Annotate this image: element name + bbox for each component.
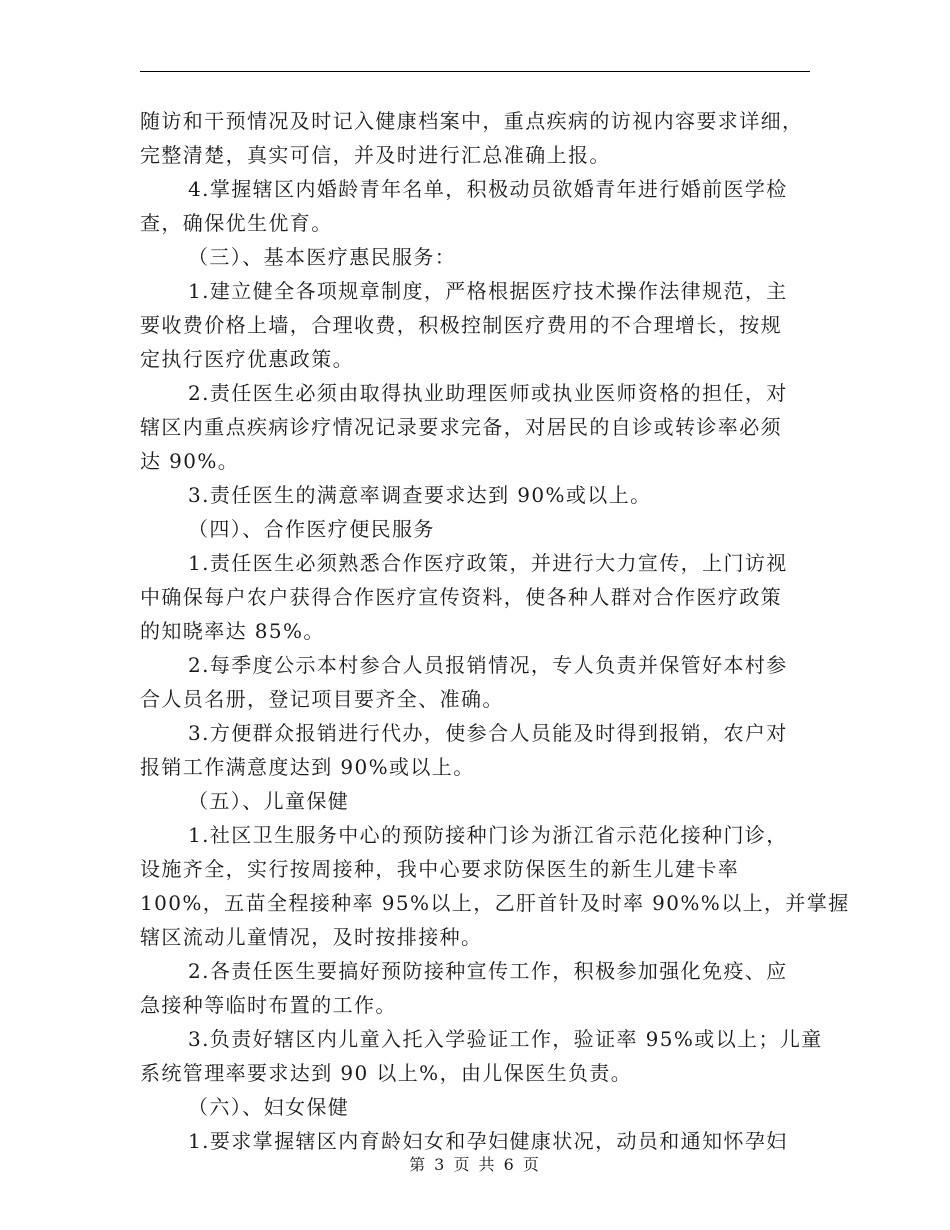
text-line: 2.各责任医生要搞好预防接种宣传工作，积极参加强化免疫、应 xyxy=(188,959,788,983)
text-line: （五）、儿童保健 xyxy=(188,789,350,813)
text-line: 合人员名册，登记项目要齐全、准确。 xyxy=(140,687,504,711)
text-line: 达 90%。 xyxy=(140,449,240,473)
text-line: 辖区内重点疾病诊疗情况记录要求完备，对居民的自诊或转诊率必须 xyxy=(140,415,782,439)
text-line: 查，确保优生优育。 xyxy=(140,211,333,235)
text-line: （六）、妇女保健 xyxy=(188,1095,350,1119)
text-line: 2.每季度公示本村参合人员报销情况，专人负责并保管好本村参 xyxy=(188,653,788,677)
text-line: 设施齐全，实行按周接种，我中心要求防保医生的新生儿建卡率 xyxy=(140,857,740,881)
text-line: 1.责任医生必须熟悉合作医疗政策，并进行大力宣传，上门访视 xyxy=(188,551,788,575)
text-line: 定执行医疗优惠政策。 xyxy=(140,347,354,371)
text-line: 3.方便群众报销进行代办，使参合人员能及时得到报销，农户对 xyxy=(188,721,788,745)
text-line: 系统管理率要求达到 90 以上%，由儿保医生负责。 xyxy=(140,1061,633,1085)
text-line: 随访和干预情况及时记入健康档案中，重点疾病的访视内容要求详细， xyxy=(140,109,804,133)
text-line: 3.负责好辖区内儿童入托入学验证工作，验证率 95%或以上；儿童 xyxy=(188,1027,823,1051)
text-line: 的知晓率达 85%。 xyxy=(140,619,325,643)
text-line: 2.责任医生必须由取得执业助理医师或执业医师资格的担任，对 xyxy=(188,381,788,405)
page-footer: 第 3 页 共 6 页 xyxy=(409,1155,541,1174)
text-line: 4.掌握辖区内婚龄青年名单，积极动员欲婚青年进行婚前医学检 xyxy=(188,177,788,201)
text-line: 辖区流动儿童情况，及时按排接种。 xyxy=(140,925,483,949)
text-line: （四）、合作医疗便民服务 xyxy=(188,517,435,541)
text-line: 报销工作满意度达到 90%或以上。 xyxy=(140,755,475,779)
header-rule xyxy=(140,71,810,72)
text-line: （三）、基本医疗惠民服务： xyxy=(188,245,457,269)
text-line: 100%，五苗全程接种率 95%以上，乙肝首针及时率 90%%以上，并掌握 xyxy=(140,891,850,915)
text-line: 完整清楚，真实可信，并及时进行汇总准确上报。 xyxy=(140,143,611,167)
text-line: 急接种等临时布置的工作。 xyxy=(140,993,397,1017)
text-line: 3.责任医生的满意率调查要求达到 90%或以上。 xyxy=(188,483,652,507)
text-line: 要收费价格上墙，合理收费，积极控制医疗费用的不合理增长，按规 xyxy=(140,313,782,337)
text-line: 1.要求掌握辖区内育龄妇女和孕妇健康状况，动员和通知怀孕妇 xyxy=(188,1129,788,1153)
text-line: 中确保每户农户获得合作医疗宣传资料，使各种人群对合作医疗政策 xyxy=(140,585,782,609)
text-line: 1.社区卫生服务中心的预防接种门诊为浙江省示范化接种门诊， xyxy=(188,823,788,847)
text-line: 1.建立健全各项规章制度，严格根据医疗技术操作法律规范，主 xyxy=(188,279,788,303)
document-body xyxy=(140,104,850,1158)
